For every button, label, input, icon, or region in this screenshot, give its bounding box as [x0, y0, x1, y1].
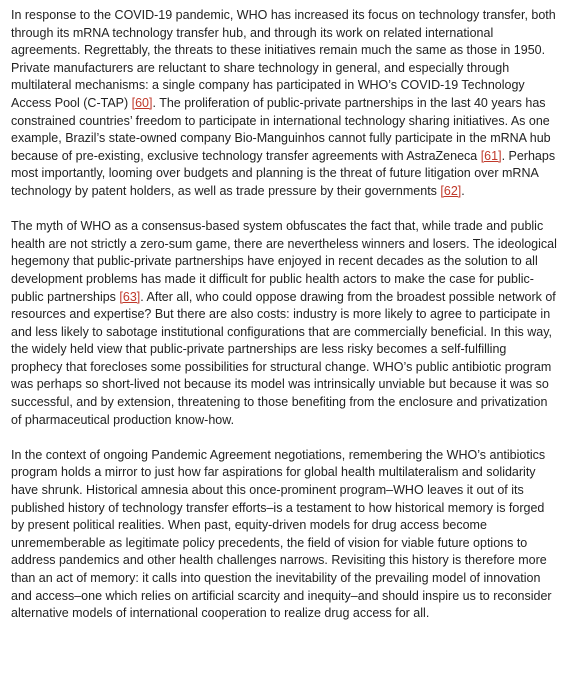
citation-link-60[interactable]: [60] — [131, 95, 153, 110]
paragraph-text: In the context of ongoing Pandemic Agreement negotiations, remembering the WHO’s antibiotics program holds a mirror to just how far aspirations for global health multilateralism and solidarity have shrunk. Historical amnesia about this once-prominent program–WHO leaves it out of its published history of technology transfer efforts–is a testament to how historical memory is forged by present political realities. When past, equity-driven models for drug access become unrememberable as legitimate policy precedents, the field of vision for viable future options to address pandemics and other health challenges narrows. Revisiting this history is therefore more than an act of memory: it calls into question the inevitability of the prevailing model of innovation and access–one which relies on artificial scarcity and inequity–and should inspire us to reconsider alternative models of international cooperation to realize drug access for all. — [11, 447, 552, 621]
paragraph-text: . Perhaps most importantly, looming over budgets and planning is the threat of future litigation over mRNA technology by patent holders, as well as trade pressure by their governments — [11, 148, 556, 198]
citation-link-61[interactable]: [61] — [480, 148, 502, 163]
paragraph-text: . The proliferation of public-private partnerships in the last 40 years has constrained countries’ freedom to participate in international technology sharing initiatives. As one example, Brazil’s state-owned company Bio-Manguinhos cannot fully participate in the mRNA hub because of pre-existing, exclusive technology transfer agreements with AstraZeneca — [11, 95, 551, 163]
paragraph-2 — [11, 218, 559, 429]
citation-link-62[interactable]: [62] — [440, 183, 462, 198]
paragraph-text: The myth of WHO as a consensus-based system obfuscates the fact that, while trade and public health are not strictly a zero-sum game, there are nevertheless winners and losers. The ideological hegemony that public-private partnerships have enjoyed in recent decades as the solution to all development problems has made it difficult for public health actors to make the case for public-public partnerships — [11, 219, 557, 304]
paragraph-3 — [11, 447, 559, 623]
paragraph-1 — [11, 7, 559, 201]
paragraph-text: In response to the COVID-19 pandemic, WHO has increased its focus on technology transfer, both through its mRNA technology transfer hub, and through its work on related international agreements. Regrettably, the threats to these initiatives remain much the same as those in 1950. Private manufacturers are reluctant to share technology in general, and especially through multilateral mechanisms: a single company has participated in WHO’s COVID-19 Technology Access Pool (C-TAP) — [11, 8, 556, 110]
paragraph-text: . — [461, 183, 465, 198]
citation-link-63[interactable]: [63] — [119, 289, 141, 304]
paragraph-text: . After all, who could oppose drawing from the broadest possible network of resources and expertise? But there are also costs: industry is more likely to agree to participate in and less likely to sabotage institutional configurations that are commercially beneficial. In this way, the widely held view that public-private partnerships are less risky becomes a self-fulfilling prophecy that forecloses some possibilities for structural change. WHO’s public antibiotic program was perhaps so short-lived not because its model was intrinsically unviable but because it was so successful, and by extension, threatening to those benefiting from the enclosure and privatization of pharmaceutical production know-how. — [11, 289, 556, 427]
